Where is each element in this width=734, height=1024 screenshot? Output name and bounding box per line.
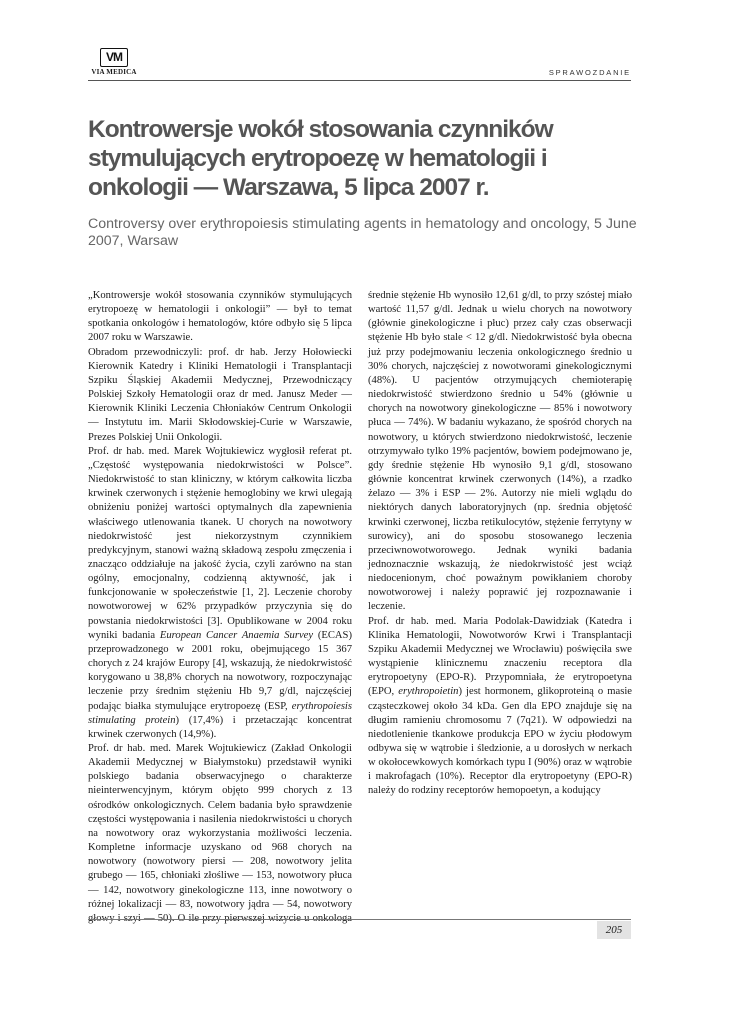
- vm-logo-icon: VM: [100, 48, 128, 67]
- via-medica-logo: [88, 48, 140, 76]
- paragraph: [368, 615, 632, 799]
- term-italic: erythropoiesis stimulating protein: [88, 700, 353, 726]
- page-number: 205: [597, 921, 631, 939]
- term-italic: erythropoietin: [398, 686, 459, 698]
- article-subtitle: Controversy over erythropoiesis stimulating agents in hematology and oncology, 5 June 2007, Warsaw: [88, 216, 637, 249]
- paragraph: [88, 445, 352, 742]
- paragraph: „Kontrowersje wokół stosowania czynników stymulujących erytropoezę w hematologii i onkologii” — był to temat spotkania onkologów i hematologów, które odbyło się 5 lipca 2007 roku w Warszawie.: [88, 290, 352, 344]
- text-run: Prof. dr hab. med. Marek Wojtukiewicz wygłosił referat pt. „Częstość występowania niedokrwistości w Polsce”. Niedokrwistość to stan kliniczny, w którym całkowita liczba krwinek czerwonych i stężenie hemoglobiny we krwi ulegają obniżeniu poniżej wartości optymalnych dla zapewnienia właściwego utlenowania tkanek. U chorych na nowotwory niedokrwistość jest niekorzystnym czynnikiem predykcyjnym, stanowi ważną składową zespołu zmęczenia i znacząco oddziałuje na jakość życia, czyli zarówno na stan ogólny, emocjonalny, codzienną aktywność, jak i funkcjonowanie w społeczeństwie [1, 2]. Leczenie choroby nowotworowej w 62% przypadków przyczynia się do powstania niedokrwistości [3]. Opublikowane w 2004 roku wyniki badania: [88, 445, 352, 641]
- article-title: Kontrowersje wokół stosowania czynników stymulujących erytropoezę w hematologii i onkologii — Warszawa, 5 lipca 2007 r.: [88, 116, 553, 201]
- text-run: Prof. dr hab. med. Maria Podolak-Dawidziak (Katedra i Klinika Hematologii, Nowotworów Krwi i Transplantacji Szpiku Akademii Medycznej we Wrocławiu) poświęciła swe wystąpienie klinicznemu znaczeniu receptora dla erytropoetyny (EPO-R). Przypomniała, że erytropoetyna (EPO,: [368, 615, 632, 698]
- text-run: ) (17,4%) i przetaczając koncentrat krwinek czerwonych (14,9%).: [88, 714, 352, 740]
- article-body: [88, 289, 632, 929]
- text-run: ) jest hormonem, glikoproteiną o masie cząsteczkowej około 34 kDa. Gen dla EPO znajduje się na długim ramieniu chromosomu 7 (7q21). W odpowiedzi na niedotlenienie tkankowe produkcja EPO w życiu płodowym odbywa się w wątrobie i śledzionie, a u dorosłych w nerkach w okołocewkowych komórkach typu I (90%) oraz w wątrobie i makrofagach (10%). Receptor dla erytropoetyny (EPO-R) należy do rodziny receptorów hemopoetyn, a kodujący: [368, 686, 632, 797]
- text-run: (ECAS) przeprowadzonego w 2001 roku, obejmującego 15 367 chorych z 24 krajów Europy [4], wskazują, że niedokrwistość korygowano u 38,8% chorych na nowotwory, rozpoczynając leczenie przy średnim stężeniu Hb 9,7 g/dl, najczęściej podając białka stymulujące erytropoezę (ESP,: [88, 629, 352, 712]
- section-label: SPRAWOZDANIE: [548, 68, 631, 77]
- footer-divider: [88, 919, 631, 920]
- paragraph: Prof. dr hab. med. Marek Wojtukiewicz (Zakład Onkologii Akademii Medycznej w Białymstoku) przedstawił wyniki polskiego badania obserwacyjnego o charakterze nieinterwencyjnym, którym objęto 999 chorych z 13 ośrodków onkologicznych. Celem badania było sprawdzenie częstości występowania i nasilenia niedokrwistości u chorych na nowotwory oraz wykorzystania możliwości leczenia. Kompletne informacje uzyskano od 968 chorych na nowotwory (nowotwory piersi — 208, nowotwory jelita grubego — 165, chłoniaki złośliwe — 153, nowotwory płuca — 142, nowotwory ginekologiczne 113, inne nowotwory o różnej lokalizacji — 83, nowotwory jądra — 54, nowotwory średnie stężenie Hb wynosiło 12,61 g/dl, to przy szóstej miało wartość 11,57 g/dl. Jednak u wielu chorych na nowotwory (głównie ginekologiczne i płuc) przez cały czas obserwacji stężenie Hb było stale < 12 g/dl. Niedokrwistość była obecna już przy podejmowaniu leczenia onkologicznego średnio u 30% chorych, najczęściej z nowotworami ginekologicznymi (48%). U pacjentów otrzymujących chemioterapię niedokrwistość stwierdzono średnio u 54% (głównie u chorych na nowotwory ginekologiczne — 85% i nowotwory płuca — 74%). W badaniu wykazano, że spośród chorych na nowotwory, u których stwierdzono niedokrwistość, leczenie otrzymywało tylko 19% pacjentów, bowiem podejmowano je, gdy średnie stężenie Hb wynosiło 9,1 g/dl, stosowano głównie koncentrat krwinek czerwonych (14%), a rzadko żelazo — 3% i ESP — 2%. Autorzy nie mieli wglądu do niektórych danych laboratoryjnych (np. średnia objętość krwinki czerwonej, liczba retikulocytów, stężenie ferrytyny w surowicy), ani do sposobu stosowanego leczenia przeciwnowotworowego. Jednak wyniki badania jednoznacznie wskazują, że niedokrwistość jest wciąż niedocenionym, choć poważnym powikłaniem choroby nowotworowej i należy poprawić jej rozpoznawanie i leczenie.: [88, 290, 632, 910]
- study-name: European Cancer Anaemia Survey: [159, 629, 314, 641]
- paragraph: Obradom przewodniczyli: prof. dr hab. Jerzy Hołowiecki Kierownik Katedry i Kliniki Hematologii i Transplantacji Szpiku Śląskiej Akademii Medycznej, Przewodniczący Polskiej Szkoły Hematologii oraz dr med. Janusz Meder — Kierownik Kliniki Leczenia Chłoniaków Centrum Onkologii — Instytutu im. Marii Skłodowskiej-Curie w Warszawie, Prezes Polskiej Unii Onkologii.: [88, 346, 352, 443]
- publisher-name: VIA MEDICA: [91, 68, 137, 76]
- header-divider: [88, 80, 631, 81]
